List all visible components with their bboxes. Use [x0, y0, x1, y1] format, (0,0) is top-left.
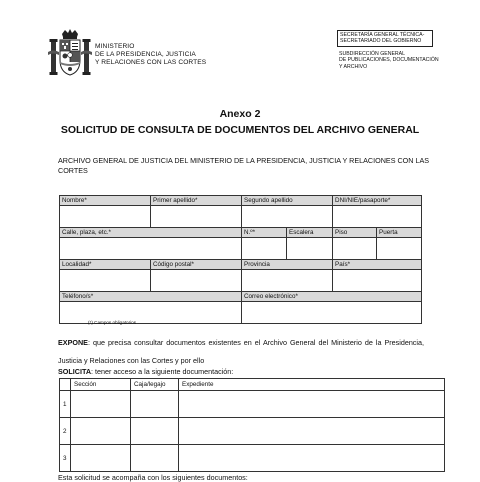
form-value-row: [60, 238, 422, 260]
subdir-line: DE PUBLICACIONES, DOCUMENTACIÓN: [339, 57, 439, 64]
expone-label: EXPONE: [58, 338, 88, 347]
archive-name: ARCHIVO GENERAL DE JUSTICIA DEL MINISTERIO DE LA PRESIDENCIA, JUSTICIA Y RELACIONES CON LAS CORTES: [58, 156, 430, 175]
caja-legajo-field[interactable]: [131, 391, 179, 418]
header-expediente: Expediente: [179, 379, 445, 391]
correo-field[interactable]: [242, 302, 422, 324]
solicita-paragraph: [58, 367, 233, 376]
row-number: 2: [60, 418, 71, 445]
puerta-field[interactable]: [377, 238, 422, 260]
secretary-line: SECRETARÍA GENERAL TÉCNICA-: [340, 32, 425, 38]
piso-field[interactable]: [333, 238, 377, 260]
ministry-name: [95, 43, 206, 67]
document-row: [60, 445, 445, 472]
secretary-box: [337, 30, 433, 47]
label-escalera: Escalera: [287, 228, 333, 238]
form-header-row: [60, 196, 422, 206]
expediente-field[interactable]: [179, 445, 445, 472]
expediente-field[interactable]: [179, 418, 445, 445]
attachments-text: Esta solicitud se acompaña con los siguientes documentos:: [58, 473, 248, 482]
header-caja-legajo: Caja/legajo: [131, 379, 179, 391]
form-value-row: [60, 206, 422, 228]
document-title: SOLICITUD DE CONSULTA DE DOCUMENTOS DEL ARCHIVO GENERAL: [60, 124, 420, 136]
seccion-field[interactable]: [71, 391, 131, 418]
coat-of-arms-logo: [48, 28, 92, 80]
label-piso: Piso: [333, 228, 377, 238]
label-primer-apellido: Primer apellido*: [151, 196, 242, 206]
telefono-field[interactable]: [60, 302, 242, 324]
numero-field[interactable]: [242, 238, 287, 260]
codigo-postal-field[interactable]: [151, 270, 242, 292]
label-segundo-apellido: Segundo apellido: [242, 196, 333, 206]
header-index: [60, 379, 71, 391]
secretary-line: SECRETARIADO DEL GOBIERNO: [340, 38, 422, 45]
label-provincia: Provincia: [242, 260, 333, 270]
document-row: [60, 418, 445, 445]
nombre-field[interactable]: [60, 206, 151, 228]
caja-legajo-field[interactable]: [131, 445, 179, 472]
label-puerta: Puerta: [377, 228, 422, 238]
label-calle: Calle, plaza, etc.*: [60, 228, 242, 238]
annex-heading: Anexo 2: [219, 108, 261, 120]
expone-paragraph: [58, 334, 424, 370]
expone-text: : que precisa consultar documentos existentes en el Archivo General del Ministerio de la Presidencia, Justicia y Relaciones con las Cortes y por ello: [58, 338, 424, 365]
row-number: 1: [60, 391, 71, 418]
dni-field[interactable]: [333, 206, 422, 228]
calle-field[interactable]: [60, 238, 242, 260]
form-header-row: [60, 260, 422, 270]
applicant-form: [59, 195, 422, 324]
label-numero: N.º*: [242, 228, 287, 238]
label-localidad: Localidad*: [60, 260, 151, 270]
form-value-row: [60, 270, 422, 292]
form-header-row: [60, 228, 422, 238]
row-number: 3: [60, 445, 71, 472]
ministry-line: Y RELACIONES CON LAS CORTES: [95, 59, 207, 66]
provincia-field[interactable]: [242, 270, 333, 292]
subdir-line: Y ARCHIVO: [339, 63, 368, 70]
form-header-row: [60, 292, 422, 302]
header-seccion: Sección: [71, 379, 131, 391]
required-note: (*) Campos obligatorios: [88, 320, 136, 325]
pais-field[interactable]: [333, 270, 422, 292]
label-correo: Correo electrónico*: [242, 292, 422, 302]
solicita-label: SOLICITA: [58, 367, 92, 376]
primer-apellido-field[interactable]: [151, 206, 242, 228]
label-codigo-postal: Código postal*: [151, 260, 242, 270]
localidad-field[interactable]: [60, 270, 151, 292]
segundo-apellido-field[interactable]: [242, 206, 333, 228]
caja-legajo-field[interactable]: [131, 418, 179, 445]
label-nombre: Nombre*: [60, 196, 151, 206]
subdir-line: SUBDIRECCIÓN GENERAL: [339, 51, 406, 57]
subdirectorate: [339, 51, 439, 70]
document-row: [60, 391, 445, 418]
seccion-field[interactable]: [71, 418, 131, 445]
label-pais: País*: [333, 260, 422, 270]
escalera-field[interactable]: [287, 238, 333, 260]
expediente-field[interactable]: [179, 391, 445, 418]
solicita-text: : tener acceso a la siguiente documentación:: [91, 367, 234, 376]
ministry-line: DE LA PRESIDENCIA, JUSTICIA: [95, 51, 196, 58]
documents-table: [59, 378, 445, 472]
documents-header-row: [60, 379, 445, 391]
label-telefono: Teléfono/s*: [60, 292, 242, 302]
ministry-line: MINISTERIO: [95, 43, 135, 50]
label-dni: DNI/NIE/pasaporte*: [333, 196, 422, 206]
seccion-field[interactable]: [71, 445, 131, 472]
